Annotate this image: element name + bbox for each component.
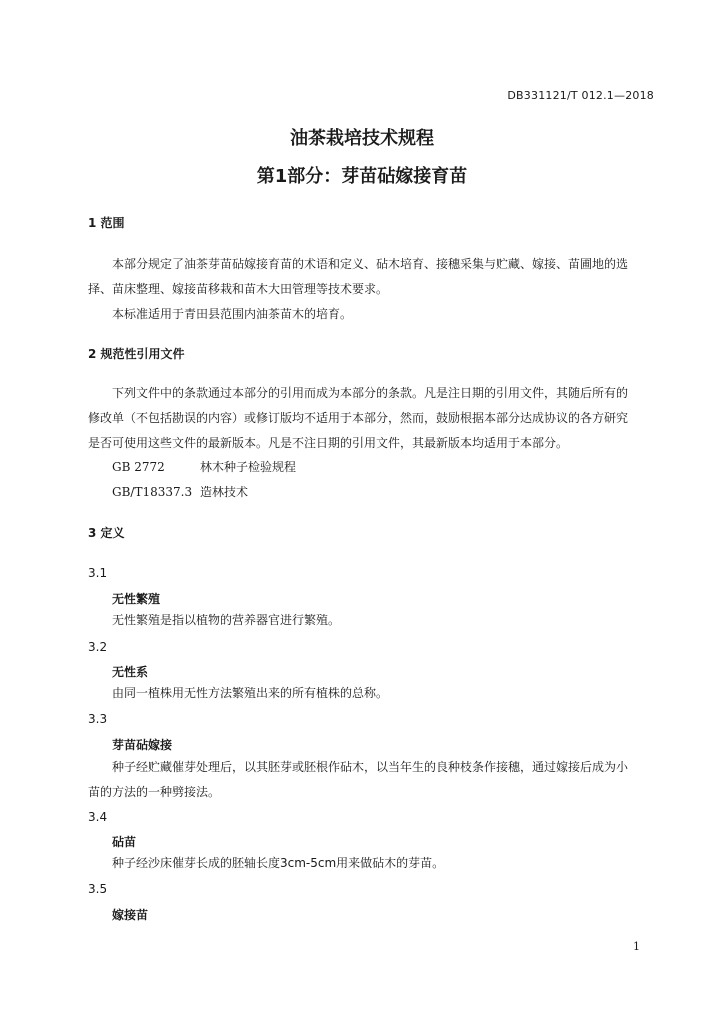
term-name: 无性繁殖 — [112, 592, 161, 606]
reference-title: 林木种子检验规程 — [200, 460, 297, 474]
term-number: 3.1 — [88, 566, 108, 580]
references-line-3: 是否可使用这些文件的最新版本。凡是不注日期的引用文件，其最新版本均适用于本部分。 — [88, 436, 569, 450]
section-heading-scope: 1 范围 — [88, 216, 125, 230]
document-title: 油茶栽培技术规程 — [290, 128, 434, 149]
term-definition — [88, 755, 660, 805]
reference-code: GB/T18337.3 — [112, 485, 193, 499]
references-line-2: 修改单（不包括勘误的内容）或修订版均不适用于本部分，然而，鼓励根据本部分达成协议的各方研究 — [88, 411, 629, 425]
section-heading-references: 2 规范性引用文件 — [88, 347, 185, 361]
references-paragraph — [88, 381, 660, 456]
reference-code: GB 2772 — [112, 460, 165, 474]
document-code: DB331121/T 012.1—2018 — [507, 89, 654, 102]
document-subtitle: 第1部分：芽苗砧嫁接育苗 — [256, 166, 468, 187]
term-number: 3.3 — [88, 712, 108, 726]
term-definition-line: 由同一植株用无性方法繁殖出来的所有植株的总称。 — [112, 686, 389, 700]
reference-item — [112, 482, 248, 502]
term-number: 3.5 — [88, 882, 108, 896]
term-name: 砧苗 — [112, 835, 137, 849]
scope-line-1: 本部分规定了油茶芽苗砧嫁接育苗的术语和定义、砧木培育、接穗采集与贮藏、嫁接、苗圃地的选 — [112, 257, 629, 271]
section-heading-definitions: 3 定义 — [88, 526, 125, 540]
term-definition-line: 种子经贮藏催芽处理后，以其胚芽或胚根作砧木，以当年生的良种枝条作接穗，通过嫁接后成为小 — [112, 760, 629, 774]
term-definition-line: 苗的方法的一种劈接法。 — [88, 785, 221, 799]
scope-paragraph — [88, 252, 660, 327]
references-line-1: 下列文件中的条款通过本部分的引用而成为本部分的条款。凡是注日期的引用文件，其随后所有的 — [112, 386, 629, 400]
scope-applicability: 本标准适用于青田县范围内油茶苗木的培育。 — [112, 307, 353, 321]
term-definition — [112, 681, 660, 706]
term-name: 嫁接苗 — [112, 908, 149, 922]
term-name: 无性系 — [112, 665, 149, 679]
term-definition-line: 种子经沙床催芽长成的胚轴长度3cm-5cm用来做砧木的芽苗。 — [112, 856, 445, 870]
term-number: 3.2 — [88, 640, 108, 654]
scope-line-2: 择、苗床整理、嫁接苗移栽和苗木大田管理等技术要求。 — [88, 282, 389, 296]
term-number: 3.4 — [88, 810, 108, 824]
term-definition — [112, 851, 660, 876]
page-number: 1 — [633, 940, 640, 953]
term-name: 芽苗砧嫁接 — [112, 738, 173, 752]
reference-title: 造林技术 — [200, 485, 249, 499]
term-definition — [112, 608, 660, 633]
reference-item — [112, 457, 296, 477]
term-definition-line: 无性繁殖是指以植物的营养器官进行繁殖。 — [112, 613, 341, 627]
